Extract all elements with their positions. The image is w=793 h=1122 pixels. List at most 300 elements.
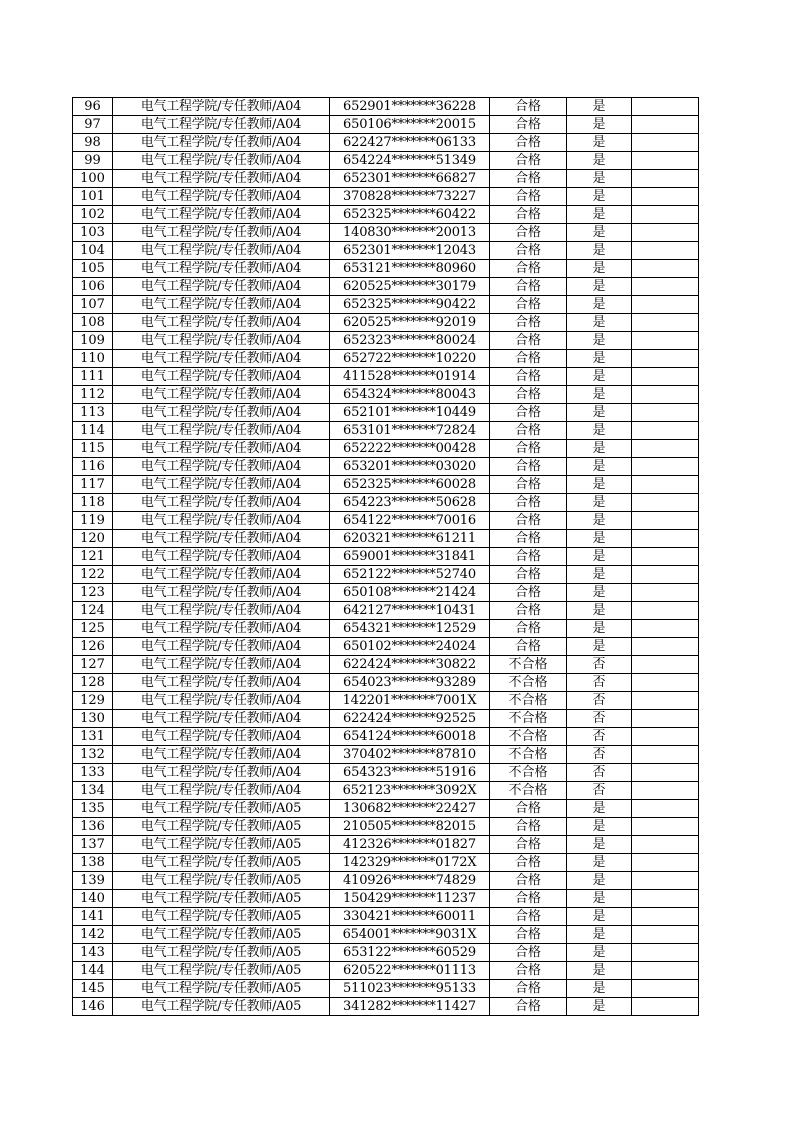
pass-cell: 是 bbox=[567, 926, 632, 944]
id-number-cell: 642127*******10431 bbox=[330, 602, 490, 620]
department-cell: 电气工程学院/专任教师/A04 bbox=[113, 764, 330, 782]
id-number-cell: 652222*******00428 bbox=[330, 440, 490, 458]
result-cell: 合格 bbox=[490, 440, 567, 458]
table-row bbox=[73, 656, 699, 674]
id-number-cell: 653201*******03020 bbox=[330, 458, 490, 476]
department-cell: 电气工程学院/专任教师/A05 bbox=[113, 818, 330, 836]
note-cell bbox=[632, 296, 699, 314]
note-cell bbox=[632, 602, 699, 620]
department-cell: 电气工程学院/专任教师/A04 bbox=[113, 206, 330, 224]
row-number: 127 bbox=[73, 656, 113, 674]
row-number: 138 bbox=[73, 854, 113, 872]
pass-cell: 否 bbox=[567, 692, 632, 710]
note-cell bbox=[632, 998, 699, 1016]
table-row bbox=[73, 404, 699, 422]
department-cell: 电气工程学院/专任教师/A04 bbox=[113, 242, 330, 260]
department-cell: 电气工程学院/专任教师/A04 bbox=[113, 422, 330, 440]
result-cell: 不合格 bbox=[490, 692, 567, 710]
row-number: 107 bbox=[73, 296, 113, 314]
note-cell bbox=[632, 764, 699, 782]
id-number-cell: 330421*******60011 bbox=[330, 908, 490, 926]
department-cell: 电气工程学院/专任教师/A04 bbox=[113, 368, 330, 386]
table-row bbox=[73, 386, 699, 404]
result-cell: 合格 bbox=[490, 404, 567, 422]
department-cell: 电气工程学院/专任教师/A04 bbox=[113, 620, 330, 638]
id-number-cell: 654224*******51349 bbox=[330, 152, 490, 170]
pass-cell: 是 bbox=[567, 278, 632, 296]
pass-cell: 是 bbox=[567, 530, 632, 548]
pass-cell: 是 bbox=[567, 548, 632, 566]
result-cell: 合格 bbox=[490, 152, 567, 170]
table-row bbox=[73, 440, 699, 458]
note-cell bbox=[632, 746, 699, 764]
note-cell bbox=[632, 908, 699, 926]
row-number: 145 bbox=[73, 980, 113, 998]
id-number-cell: 412326*******01827 bbox=[330, 836, 490, 854]
note-cell bbox=[632, 674, 699, 692]
note-cell bbox=[632, 260, 699, 278]
table-row bbox=[73, 602, 699, 620]
note-cell bbox=[632, 350, 699, 368]
department-cell: 电气工程学院/专任教师/A04 bbox=[113, 494, 330, 512]
result-cell: 合格 bbox=[490, 512, 567, 530]
note-cell bbox=[632, 386, 699, 404]
department-cell: 电气工程学院/专任教师/A05 bbox=[113, 980, 330, 998]
result-cell: 合格 bbox=[490, 332, 567, 350]
row-number: 108 bbox=[73, 314, 113, 332]
row-number: 120 bbox=[73, 530, 113, 548]
table-row bbox=[73, 926, 699, 944]
department-cell: 电气工程学院/专任教师/A04 bbox=[113, 152, 330, 170]
result-cell: 合格 bbox=[490, 530, 567, 548]
note-cell bbox=[632, 458, 699, 476]
department-cell: 电气工程学院/专任教师/A04 bbox=[113, 584, 330, 602]
table-row bbox=[73, 764, 699, 782]
row-number: 130 bbox=[73, 710, 113, 728]
department-cell: 电气工程学院/专任教师/A05 bbox=[113, 962, 330, 980]
table-row bbox=[73, 782, 699, 800]
department-cell: 电气工程学院/专任教师/A04 bbox=[113, 350, 330, 368]
pass-cell: 是 bbox=[567, 350, 632, 368]
pass-cell: 是 bbox=[567, 602, 632, 620]
result-cell: 合格 bbox=[490, 278, 567, 296]
result-cell: 合格 bbox=[490, 584, 567, 602]
note-cell bbox=[632, 566, 699, 584]
table-row bbox=[73, 206, 699, 224]
note-cell bbox=[632, 152, 699, 170]
id-number-cell: 653121*******80960 bbox=[330, 260, 490, 278]
note-cell bbox=[632, 656, 699, 674]
department-cell: 电气工程学院/专任教师/A04 bbox=[113, 116, 330, 134]
note-cell bbox=[632, 314, 699, 332]
row-number: 122 bbox=[73, 566, 113, 584]
pass-cell: 否 bbox=[567, 746, 632, 764]
result-cell: 合格 bbox=[490, 980, 567, 998]
pass-cell: 是 bbox=[567, 422, 632, 440]
id-number-cell: 654001*******9031X bbox=[330, 926, 490, 944]
id-number-cell: 650102*******24024 bbox=[330, 638, 490, 656]
pass-cell: 是 bbox=[567, 440, 632, 458]
table-row bbox=[73, 296, 699, 314]
table-row bbox=[73, 494, 699, 512]
row-number: 114 bbox=[73, 422, 113, 440]
row-number: 115 bbox=[73, 440, 113, 458]
id-number-cell: 654323*******51916 bbox=[330, 764, 490, 782]
pass-cell: 是 bbox=[567, 854, 632, 872]
department-cell: 电气工程学院/专任教师/A04 bbox=[113, 170, 330, 188]
pass-cell: 是 bbox=[567, 476, 632, 494]
department-cell: 电气工程学院/专任教师/A05 bbox=[113, 872, 330, 890]
result-cell: 合格 bbox=[490, 998, 567, 1016]
pass-cell: 是 bbox=[567, 836, 632, 854]
result-cell: 合格 bbox=[490, 638, 567, 656]
pass-cell: 是 bbox=[567, 890, 632, 908]
result-cell: 合格 bbox=[490, 458, 567, 476]
department-cell: 电气工程学院/专任教师/A04 bbox=[113, 728, 330, 746]
table-row bbox=[73, 476, 699, 494]
result-cell: 合格 bbox=[490, 854, 567, 872]
result-cell: 合格 bbox=[490, 224, 567, 242]
pass-cell: 是 bbox=[567, 512, 632, 530]
note-cell bbox=[632, 782, 699, 800]
pass-cell: 否 bbox=[567, 656, 632, 674]
pass-cell: 是 bbox=[567, 386, 632, 404]
row-number: 144 bbox=[73, 962, 113, 980]
table-row bbox=[73, 746, 699, 764]
table-body bbox=[73, 98, 699, 1016]
table-row bbox=[73, 710, 699, 728]
id-number-cell: 370402*******87810 bbox=[330, 746, 490, 764]
table-row bbox=[73, 962, 699, 980]
row-number: 137 bbox=[73, 836, 113, 854]
result-cell: 不合格 bbox=[490, 782, 567, 800]
pass-cell: 是 bbox=[567, 224, 632, 242]
pass-cell: 是 bbox=[567, 314, 632, 332]
department-cell: 电气工程学院/专任教师/A04 bbox=[113, 440, 330, 458]
department-cell: 电气工程学院/专任教师/A05 bbox=[113, 908, 330, 926]
table-row bbox=[73, 314, 699, 332]
pass-cell: 是 bbox=[567, 206, 632, 224]
id-number-cell: 654023*******93289 bbox=[330, 674, 490, 692]
result-cell: 合格 bbox=[490, 944, 567, 962]
result-cell: 合格 bbox=[490, 800, 567, 818]
result-cell: 合格 bbox=[490, 422, 567, 440]
row-number: 140 bbox=[73, 890, 113, 908]
department-cell: 电气工程学院/专任教师/A04 bbox=[113, 638, 330, 656]
table-row bbox=[73, 872, 699, 890]
row-number: 103 bbox=[73, 224, 113, 242]
table-row bbox=[73, 728, 699, 746]
result-cell: 合格 bbox=[490, 98, 567, 116]
table-row bbox=[73, 224, 699, 242]
table-row bbox=[73, 98, 699, 116]
table-row bbox=[73, 998, 699, 1016]
result-cell: 合格 bbox=[490, 620, 567, 638]
note-cell bbox=[632, 368, 699, 386]
result-cell: 合格 bbox=[490, 872, 567, 890]
pass-cell: 是 bbox=[567, 908, 632, 926]
table-row bbox=[73, 890, 699, 908]
pass-cell: 是 bbox=[567, 620, 632, 638]
id-number-cell: 652325*******60028 bbox=[330, 476, 490, 494]
id-number-cell: 210505*******82015 bbox=[330, 818, 490, 836]
note-cell bbox=[632, 494, 699, 512]
results-table bbox=[72, 97, 699, 1016]
row-number: 139 bbox=[73, 872, 113, 890]
result-cell: 合格 bbox=[490, 890, 567, 908]
result-cell: 不合格 bbox=[490, 710, 567, 728]
table-row bbox=[73, 170, 699, 188]
department-cell: 电气工程学院/专任教师/A04 bbox=[113, 296, 330, 314]
id-number-cell: 659001*******31841 bbox=[330, 548, 490, 566]
pass-cell: 是 bbox=[567, 152, 632, 170]
result-cell: 合格 bbox=[490, 818, 567, 836]
pass-cell: 否 bbox=[567, 674, 632, 692]
table-row bbox=[73, 674, 699, 692]
table-row bbox=[73, 152, 699, 170]
row-number: 105 bbox=[73, 260, 113, 278]
result-cell: 合格 bbox=[490, 296, 567, 314]
table-row bbox=[73, 854, 699, 872]
pass-cell: 是 bbox=[567, 404, 632, 422]
pass-cell: 是 bbox=[567, 872, 632, 890]
table-row bbox=[73, 260, 699, 278]
result-cell: 合格 bbox=[490, 206, 567, 224]
result-cell: 合格 bbox=[490, 350, 567, 368]
result-cell: 合格 bbox=[490, 170, 567, 188]
row-number: 123 bbox=[73, 584, 113, 602]
result-cell: 不合格 bbox=[490, 656, 567, 674]
pass-cell: 是 bbox=[567, 944, 632, 962]
id-number-cell: 652722*******10220 bbox=[330, 350, 490, 368]
row-number: 146 bbox=[73, 998, 113, 1016]
id-number-cell: 654321*******12529 bbox=[330, 620, 490, 638]
id-number-cell: 654122*******70016 bbox=[330, 512, 490, 530]
row-number: 142 bbox=[73, 926, 113, 944]
department-cell: 电气工程学院/专任教师/A04 bbox=[113, 278, 330, 296]
result-cell: 不合格 bbox=[490, 674, 567, 692]
department-cell: 电气工程学院/专任教师/A04 bbox=[113, 674, 330, 692]
department-cell: 电气工程学院/专任教师/A04 bbox=[113, 98, 330, 116]
table-row bbox=[73, 818, 699, 836]
row-number: 99 bbox=[73, 152, 113, 170]
table-row bbox=[73, 242, 699, 260]
pass-cell: 是 bbox=[567, 584, 632, 602]
note-cell bbox=[632, 944, 699, 962]
table-row bbox=[73, 188, 699, 206]
department-cell: 电气工程学院/专任教师/A04 bbox=[113, 710, 330, 728]
note-cell bbox=[632, 818, 699, 836]
table-row bbox=[73, 422, 699, 440]
department-cell: 电气工程学院/专任教师/A04 bbox=[113, 260, 330, 278]
table-row bbox=[73, 134, 699, 152]
id-number-cell: 370828*******73227 bbox=[330, 188, 490, 206]
table-row bbox=[73, 566, 699, 584]
pass-cell: 是 bbox=[567, 638, 632, 656]
id-number-cell: 654223*******50628 bbox=[330, 494, 490, 512]
pass-cell: 是 bbox=[567, 116, 632, 134]
pass-cell: 是 bbox=[567, 188, 632, 206]
table-row bbox=[73, 908, 699, 926]
result-cell: 合格 bbox=[490, 962, 567, 980]
department-cell: 电气工程学院/专任教师/A05 bbox=[113, 890, 330, 908]
row-number: 109 bbox=[73, 332, 113, 350]
pass-cell: 是 bbox=[567, 242, 632, 260]
note-cell bbox=[632, 332, 699, 350]
result-cell: 不合格 bbox=[490, 764, 567, 782]
pass-cell: 是 bbox=[567, 98, 632, 116]
note-cell bbox=[632, 872, 699, 890]
row-number: 118 bbox=[73, 494, 113, 512]
table-row bbox=[73, 980, 699, 998]
id-number-cell: 622424*******92525 bbox=[330, 710, 490, 728]
note-cell bbox=[632, 980, 699, 998]
id-number-cell: 654324*******80043 bbox=[330, 386, 490, 404]
id-number-cell: 622424*******30822 bbox=[330, 656, 490, 674]
row-number: 102 bbox=[73, 206, 113, 224]
note-cell bbox=[632, 206, 699, 224]
result-cell: 合格 bbox=[490, 602, 567, 620]
department-cell: 电气工程学院/专任教师/A04 bbox=[113, 224, 330, 242]
id-number-cell: 652325*******90422 bbox=[330, 296, 490, 314]
pass-cell: 否 bbox=[567, 764, 632, 782]
row-number: 126 bbox=[73, 638, 113, 656]
department-cell: 电气工程学院/专任教师/A04 bbox=[113, 782, 330, 800]
id-number-cell: 511023*******95133 bbox=[330, 980, 490, 998]
note-cell bbox=[632, 620, 699, 638]
pass-cell: 是 bbox=[567, 566, 632, 584]
result-cell: 合格 bbox=[490, 242, 567, 260]
pass-cell: 是 bbox=[567, 134, 632, 152]
pass-cell: 是 bbox=[567, 368, 632, 386]
row-number: 136 bbox=[73, 818, 113, 836]
pass-cell: 是 bbox=[567, 980, 632, 998]
table-row bbox=[73, 620, 699, 638]
id-number-cell: 652301*******66827 bbox=[330, 170, 490, 188]
department-cell: 电气工程学院/专任教师/A05 bbox=[113, 836, 330, 854]
table-row bbox=[73, 512, 699, 530]
id-number-cell: 341282*******11427 bbox=[330, 998, 490, 1016]
row-number: 116 bbox=[73, 458, 113, 476]
row-number: 98 bbox=[73, 134, 113, 152]
note-cell bbox=[632, 710, 699, 728]
department-cell: 电气工程学院/专任教师/A05 bbox=[113, 926, 330, 944]
id-number-cell: 652122*******52740 bbox=[330, 566, 490, 584]
pass-cell: 是 bbox=[567, 332, 632, 350]
note-cell bbox=[632, 476, 699, 494]
note-cell bbox=[632, 440, 699, 458]
result-cell: 合格 bbox=[490, 494, 567, 512]
pass-cell: 是 bbox=[567, 962, 632, 980]
id-number-cell: 653101*******72824 bbox=[330, 422, 490, 440]
row-number: 129 bbox=[73, 692, 113, 710]
note-cell bbox=[632, 422, 699, 440]
row-number: 143 bbox=[73, 944, 113, 962]
note-cell bbox=[632, 926, 699, 944]
department-cell: 电气工程学院/专任教师/A04 bbox=[113, 512, 330, 530]
note-cell bbox=[632, 728, 699, 746]
note-cell bbox=[632, 188, 699, 206]
row-number: 133 bbox=[73, 764, 113, 782]
id-number-cell: 142201*******7001X bbox=[330, 692, 490, 710]
note-cell bbox=[632, 242, 699, 260]
pass-cell: 是 bbox=[567, 260, 632, 278]
id-number-cell: 652301*******12043 bbox=[330, 242, 490, 260]
pass-cell: 是 bbox=[567, 170, 632, 188]
department-cell: 电气工程学院/专任教师/A04 bbox=[113, 134, 330, 152]
row-number: 124 bbox=[73, 602, 113, 620]
table-row bbox=[73, 530, 699, 548]
id-number-cell: 620321*******61211 bbox=[330, 530, 490, 548]
department-cell: 电气工程学院/专任教师/A05 bbox=[113, 998, 330, 1016]
id-number-cell: 652101*******10449 bbox=[330, 404, 490, 422]
department-cell: 电气工程学院/专任教师/A04 bbox=[113, 404, 330, 422]
result-cell: 合格 bbox=[490, 566, 567, 584]
department-cell: 电气工程学院/专任教师/A04 bbox=[113, 746, 330, 764]
table-row bbox=[73, 944, 699, 962]
department-cell: 电气工程学院/专任教师/A04 bbox=[113, 656, 330, 674]
row-number: 101 bbox=[73, 188, 113, 206]
table-row bbox=[73, 638, 699, 656]
result-cell: 合格 bbox=[490, 116, 567, 134]
id-number-cell: 652323*******80024 bbox=[330, 332, 490, 350]
row-number: 125 bbox=[73, 620, 113, 638]
row-number: 100 bbox=[73, 170, 113, 188]
id-number-cell: 140830*******20013 bbox=[330, 224, 490, 242]
department-cell: 电气工程学院/专任教师/A04 bbox=[113, 332, 330, 350]
table-row bbox=[73, 350, 699, 368]
id-number-cell: 650108*******21424 bbox=[330, 584, 490, 602]
row-number: 128 bbox=[73, 674, 113, 692]
department-cell: 电气工程学院/专任教师/A05 bbox=[113, 800, 330, 818]
result-cell: 合格 bbox=[490, 368, 567, 386]
id-number-cell: 130682*******22427 bbox=[330, 800, 490, 818]
department-cell: 电气工程学院/专任教师/A04 bbox=[113, 314, 330, 332]
id-number-cell: 410926*******74829 bbox=[330, 872, 490, 890]
pass-cell: 是 bbox=[567, 494, 632, 512]
department-cell: 电气工程学院/专任教师/A04 bbox=[113, 602, 330, 620]
department-cell: 电气工程学院/专任教师/A04 bbox=[113, 530, 330, 548]
note-cell bbox=[632, 530, 699, 548]
table-row bbox=[73, 458, 699, 476]
table-row bbox=[73, 584, 699, 602]
department-cell: 电气工程学院/专任教师/A04 bbox=[113, 458, 330, 476]
note-cell bbox=[632, 404, 699, 422]
id-number-cell: 653122*******60529 bbox=[330, 944, 490, 962]
row-number: 121 bbox=[73, 548, 113, 566]
pass-cell: 是 bbox=[567, 296, 632, 314]
result-cell: 合格 bbox=[490, 260, 567, 278]
row-number: 141 bbox=[73, 908, 113, 926]
row-number: 119 bbox=[73, 512, 113, 530]
result-cell: 合格 bbox=[490, 548, 567, 566]
id-number-cell: 652901*******36228 bbox=[330, 98, 490, 116]
id-number-cell: 652325*******60422 bbox=[330, 206, 490, 224]
note-cell bbox=[632, 512, 699, 530]
table-row bbox=[73, 116, 699, 134]
note-cell bbox=[632, 836, 699, 854]
id-number-cell: 622427*******06133 bbox=[330, 134, 490, 152]
id-number-cell: 411528*******01914 bbox=[330, 368, 490, 386]
id-number-cell: 620525*******30179 bbox=[330, 278, 490, 296]
id-number-cell: 650106*******20015 bbox=[330, 116, 490, 134]
note-cell bbox=[632, 278, 699, 296]
pass-cell: 是 bbox=[567, 818, 632, 836]
row-number: 131 bbox=[73, 728, 113, 746]
department-cell: 电气工程学院/专任教师/A05 bbox=[113, 944, 330, 962]
result-cell: 合格 bbox=[490, 908, 567, 926]
result-cell: 合格 bbox=[490, 926, 567, 944]
